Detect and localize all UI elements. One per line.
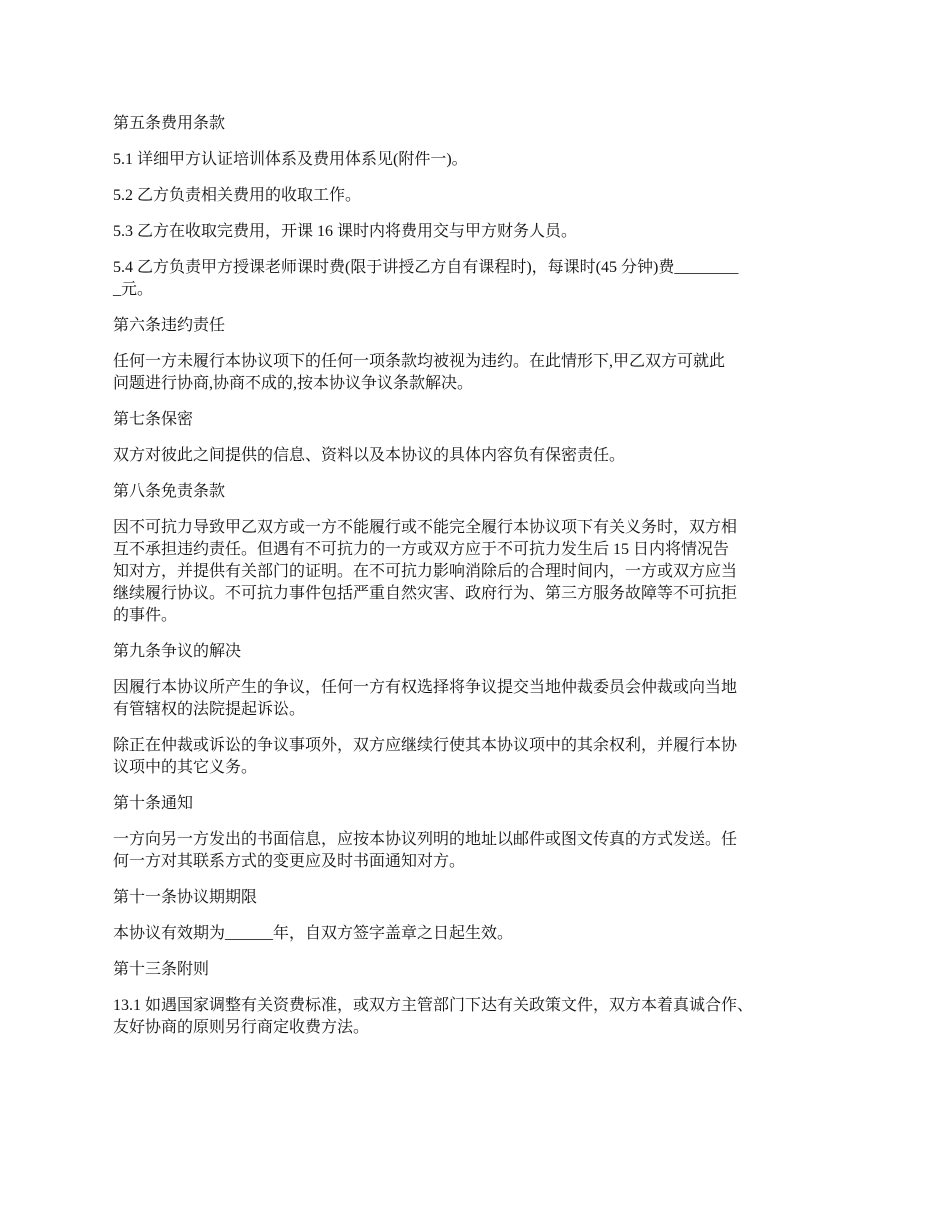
section-6-body: 任何一方未履行本协议项下的任何一项条款均被视为违约。在此情形下,甲乙双方可就此 问题进行协商,协商不成的,按本协议争议条款解决。 <box>113 353 726 392</box>
section-7-body: 双方对彼此之间提供的信息、资料以及本协议的具体内容负有保密责任。 <box>113 447 626 464</box>
section-11-body: 本协议有效期为______年，自双方签字盖章之日起生效。 <box>113 925 514 942</box>
section-9-body-1: 因履行本协议所产生的争议，任何一方有权选择将争议提交当地仲裁委员会仲裁或向当地 有管辖权的法院提起诉讼。 <box>113 679 738 718</box>
section-10-heading: 第十条通知 <box>113 795 194 812</box>
section-13-heading: 第十三条附则 <box>113 961 210 978</box>
clause-5-2: 5.2 乙方负责相关费用的收取工作。 <box>113 187 362 204</box>
clause-5-3: 5.3 乙方在收取完费用，开课 16 课时内将费用交与甲方财务人员。 <box>113 223 578 240</box>
section-11-heading: 第十一条协议期期限 <box>113 889 258 906</box>
section-9-heading: 第九条争议的解决 <box>113 643 242 660</box>
section-5-heading: 第五条费用条款 <box>113 115 226 132</box>
section-8-heading: 第八条免责条款 <box>113 483 226 500</box>
clause-5-4: 5.4 乙方负责甲方授课老师课时费(限于讲授乙方自有课程时)，每课时(45 分钟)费________ _元。 <box>113 259 739 298</box>
clause-13-1: 13.1 如遇国家调整有关资费标准，或双方主管部门下达有关政策文件，双方本着真诚合作、 友好协商的原则另行商定收费方法。 <box>113 997 754 1036</box>
section-8-body: 因不可抗力导致甲乙双方或一方不能履行或不能完全履行本协议项下有关义务时，双方相 互不承担违约责任。但遇有不可抗力的一方或双方应于不可抗力发生后 15 日内将情况告 知对方，并提供有关部门的证明。在不可抗力影响消除后的合理时间内，一方或双方应当 继续履行协议。不可抗力事件包括严重自然灾害、政府行为、第三方服务故障等不可抗拒 的事件。 <box>113 519 738 624</box>
section-6-heading: 第六条违约责任 <box>113 317 226 334</box>
clause-5-1: 5.1 详细甲方认证培训体系及费用体系见(附件一)。 <box>113 151 468 168</box>
document-page <box>113 113 853 1053</box>
section-9-body-2: 除正在仲裁或诉讼的争议事项外，双方应继续行使其本协议项中的其余权利，并履行本协 议项中的其它义务。 <box>113 737 738 776</box>
section-10-body: 一方向另一方发出的书面信息，应按本协议列明的地址以邮件或图文传真的方式发送。任 何一方对其联系方式的变更应及时书面通知对方。 <box>113 831 738 870</box>
section-7-heading: 第七条保密 <box>113 411 194 428</box>
